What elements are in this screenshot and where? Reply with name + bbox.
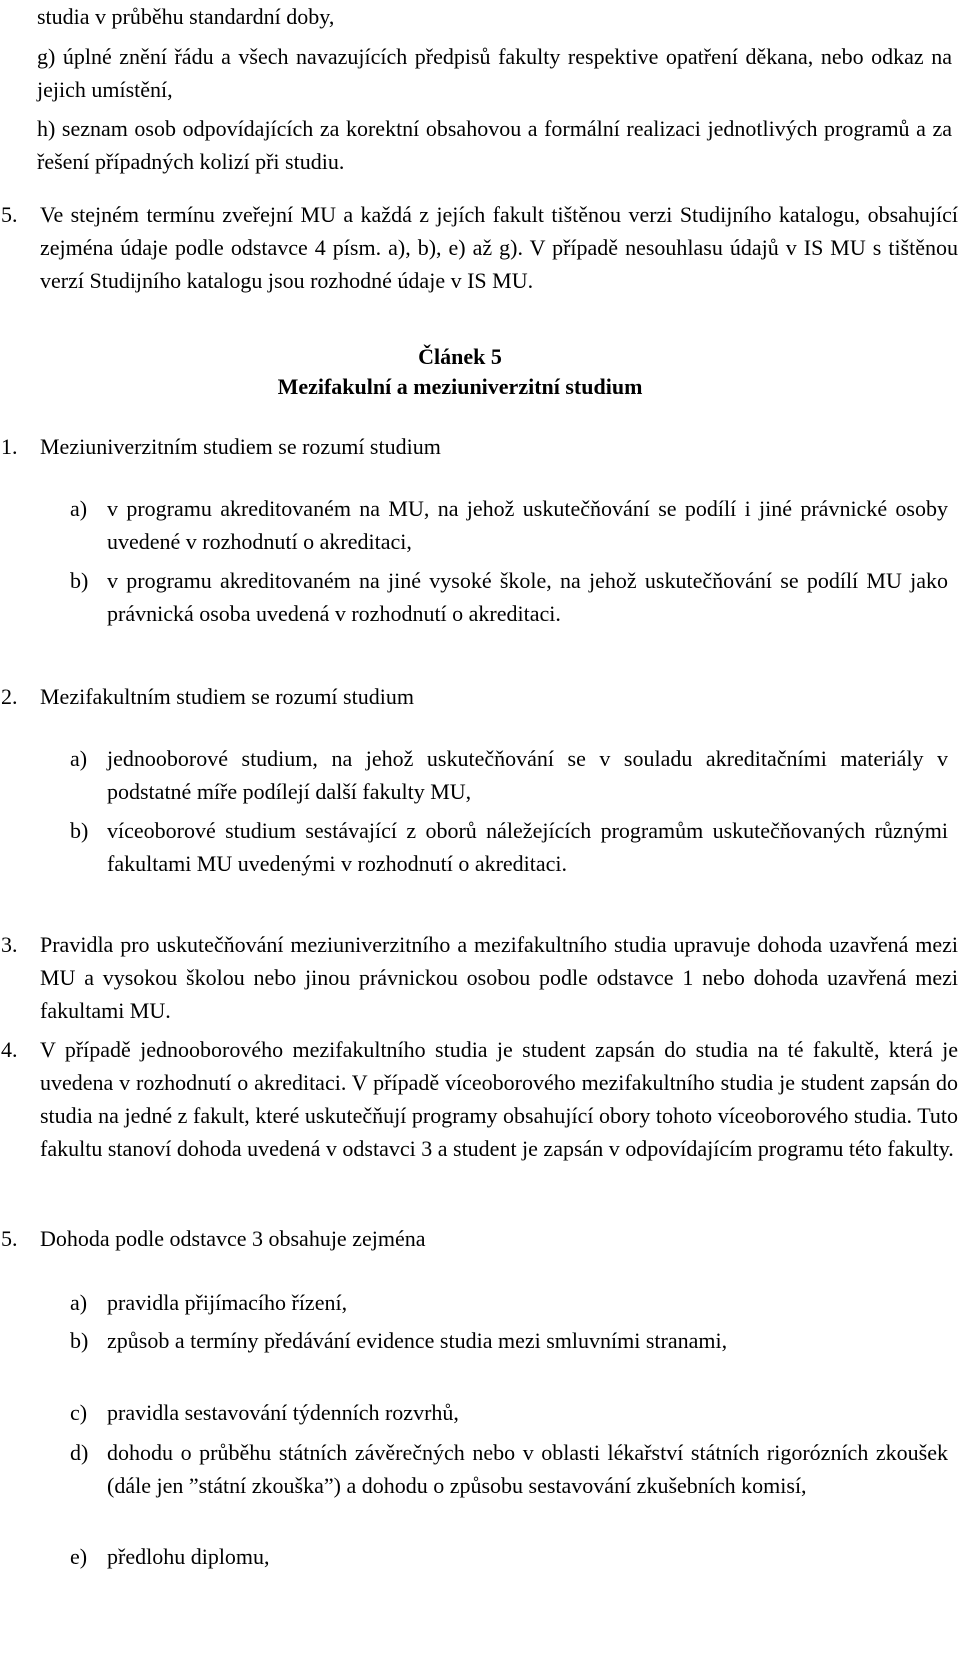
list-item (70, 814, 948, 880)
paragraph-text: Mezifakultním studiem se rozumí studium (40, 684, 414, 709)
item-text: pravidla sestavování týdenních rozvrhů, (107, 1400, 459, 1425)
list-item (70, 564, 948, 630)
item-label: d) (70, 1440, 89, 1465)
item-text: pravidla přijímacího řízení, (107, 1290, 348, 1315)
paragraph-number: 4. (1, 1037, 18, 1062)
paragraph-number: 5. (1, 1226, 18, 1251)
paragraph-text: V případě jednooborového mezifakultního studia je student zapsán do studia na té fakultě, která je uvedena v rozhodnutí o akreditaci. V případě víceoborového mezifakultního studia je student zapsán do studia na jedné z fakult, které uskutečňují programy obsahující obory tohoto víceoborového studia. Tuto fakultu stanoví dohoda uvedená v odstavci 3 a student je zapsán v odpovídajícím programu této fakulty. (40, 1037, 958, 1161)
list-item (70, 742, 948, 808)
paragraph-text: Dohoda podle odstavce 3 obsahuje zejména (40, 1226, 426, 1251)
item-label: b) (70, 1328, 89, 1353)
list-item (70, 1436, 948, 1502)
item-text: v programu akreditovaném na MU, na jehož uskutečňování se podílí i jiné právnické osoby uvedené v rozhodnutí o akreditaci, (107, 496, 948, 554)
item-g: g) úplné znění řádu a všech navazujících předpisů fakulty respektive opatření děkana, nebo odkaz na jejich umístění, (37, 44, 952, 102)
item-label: c) (70, 1400, 88, 1425)
item-label: b) (70, 568, 89, 593)
paragraph-number: 3. (1, 932, 18, 957)
list-item (70, 1286, 948, 1319)
item-text: jednooborové studium, na jehož uskutečňování se v souladu akreditačními materiály v podstatné míře podílejí další fakulty MU, (107, 746, 948, 804)
item-text: dohodu o průběhu státních závěrečných nebo v oblasti lékařství státních rigorózních zkoušek (dále jen ”státní zkouška”) a dohodu o způsobu sestavování zkušebních komisí, (107, 1440, 948, 1498)
paragraph-text: Meziuniverzitním studiem se rozumí studium (40, 434, 441, 459)
article-title: Mezifakulní a meziuniverzitní studium (277, 374, 643, 399)
list-item (70, 492, 948, 558)
item-label: a) (70, 1290, 88, 1315)
item-text: víceoborové studium sestávající z oborů náležejících programům uskutečňovaných různými fakultami MU uvedenými v rozhodnutí o akreditaci. (107, 818, 948, 876)
paragraph-text: Pravidla pro uskutečňování meziuniverzitního a mezifakultního studia upravuje dohoda uzavřená mezi MU a vysokou školou nebo jinou právnickou osobou podle odstavce 1 nebo dohoda uzavřená mezi fakultami MU. (40, 932, 958, 1023)
article-number: Článek 5 (418, 344, 502, 369)
paragraph-number: 5. (1, 202, 18, 227)
paragraph-text: Ve stejném termínu zveřejní MU a každá z jejích fakult tištěnou verzi Studijního katalogu, obsahující zejména údaje podle odstavce 4 písm. a), b), e) až g). V případě nesouhlasu údajů v IS MU s tištěnou verzí Studijního katalogu jsou rozhodné údaje v IS MU. (40, 202, 958, 293)
item-label: b) (70, 818, 89, 843)
list-item (70, 1540, 948, 1573)
item-text: předlohu diplomu, (107, 1544, 270, 1569)
paragraph-number: 1. (1, 434, 18, 459)
list-item (70, 1396, 948, 1429)
item-label: e) (70, 1544, 88, 1569)
item-h: h) seznam osob odpovídajících za korektní obsahovou a formální realizaci jednotlivých programů a za řešení případných kolizí při studiu. (37, 116, 952, 174)
item-text: způsob a termíny předávání evidence studia mezi smluvními stranami, (107, 1328, 728, 1353)
item-label: a) (70, 496, 88, 521)
paragraph-number: 2. (1, 684, 18, 709)
list-item (70, 1324, 948, 1357)
continuation-line: studia v průběhu standardní doby, (37, 4, 335, 29)
item-label: a) (70, 746, 88, 771)
item-text: v programu akreditovaném na jiné vysoké škole, na jehož uskutečňování se podílí MU jako právnická osoba uvedená v rozhodnutí o akreditaci. (107, 568, 948, 626)
